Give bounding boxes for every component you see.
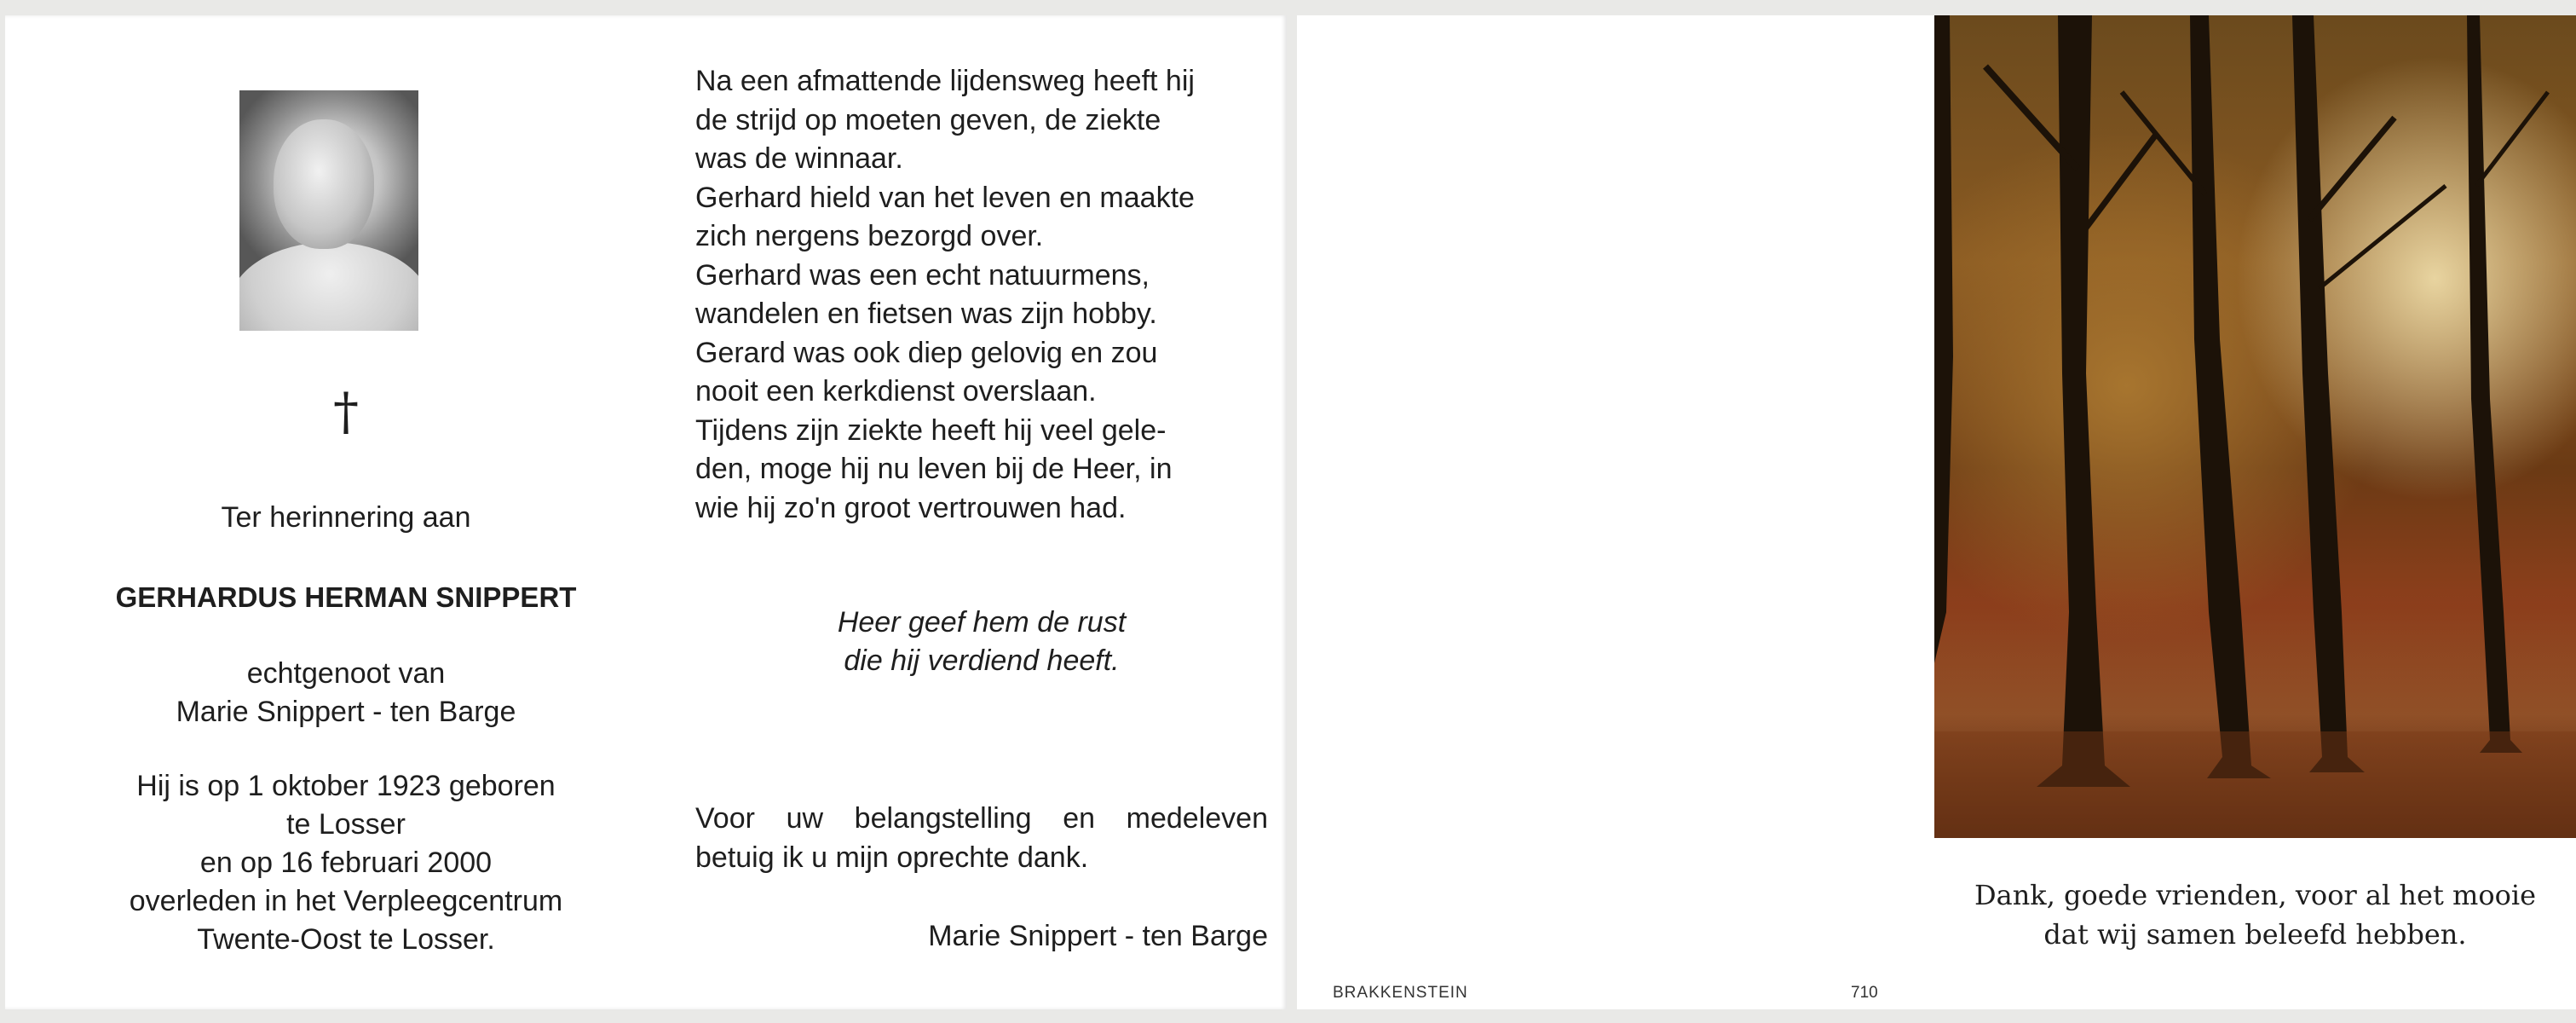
life-line: overleden in het Verpleegcentrum (129, 885, 563, 917)
spouse-name: Marie Snippert - ten Barge (176, 696, 516, 728)
deceased-name: GERHARDUS HERMAN SNIPPERT (115, 581, 577, 613)
text-line: nooit een kerkdienst overslaan. (695, 375, 1097, 407)
prayer-line: die hij verdiend heeft. (844, 644, 1120, 677)
publisher-imprint: BRAKKENSTEIN (1333, 984, 1468, 1002)
text-line: de strijd op moeten geven, de ziekte (695, 103, 1161, 136)
remembrance-line: Ter herinnering aan (221, 501, 471, 534)
signature: Marie Snippert - ten Barge (928, 920, 1268, 952)
text-line: Na een afmattende lijdensweg heeft hij (695, 65, 1195, 97)
text-line: zich nergens bezorgd over. (695, 220, 1044, 252)
text-line: Gerhard was een echt natuurmens, (695, 258, 1150, 292)
life-line: Hij is op 1 oktober 1923 geboren (136, 770, 556, 802)
text-line: Tijdens zijn ziekte heeft hij veel gele- (695, 413, 1167, 447)
caption-line: Dank, goede vrienden, voor al het mooie (1974, 879, 2537, 911)
portrait-photo (239, 90, 418, 331)
life-line: te Losser (286, 808, 406, 841)
tribute-text (695, 62, 1268, 528)
thanks-text (695, 800, 1268, 877)
text-line: wandelen en fietsen was zijn hobby. (695, 298, 1157, 330)
text-line: Gerard was ook diep gelovig en zou (695, 336, 1158, 369)
prayer-line: Heer geef hem de rust (837, 606, 1127, 639)
text-line: Gerhard hield van het leven en maakte (695, 181, 1195, 214)
thanks-line: betuig ik u mijn oprechte dank. (695, 841, 1089, 874)
print-code: 710 (1851, 984, 1878, 1002)
life-line: en op 16 februari 2000 (199, 847, 493, 879)
memorial-card-back (1297, 15, 2576, 1009)
text-line: was de winnaar. (695, 142, 903, 175)
cross-icon: † (333, 382, 359, 442)
life-dates (73, 767, 619, 959)
life-line: Twente-Oost te Losser. (197, 923, 495, 956)
forest-photo (1934, 15, 2576, 838)
spouse-intro: echtgenoot van (246, 657, 446, 690)
prayer (695, 604, 1268, 680)
text-line: wie hij zo'n groot vertrouwen had. (695, 491, 1127, 524)
memorial-card-inside (5, 15, 1287, 1009)
caption-line: dat wij samen beleefd hebben. (2043, 918, 2467, 951)
thank-you-caption (1934, 876, 2576, 954)
thanks-line: Voor uw belangstelling en medeleven (695, 802, 1268, 835)
text-line: den, moge hij nu leven bij de Heer, in (695, 453, 1173, 485)
